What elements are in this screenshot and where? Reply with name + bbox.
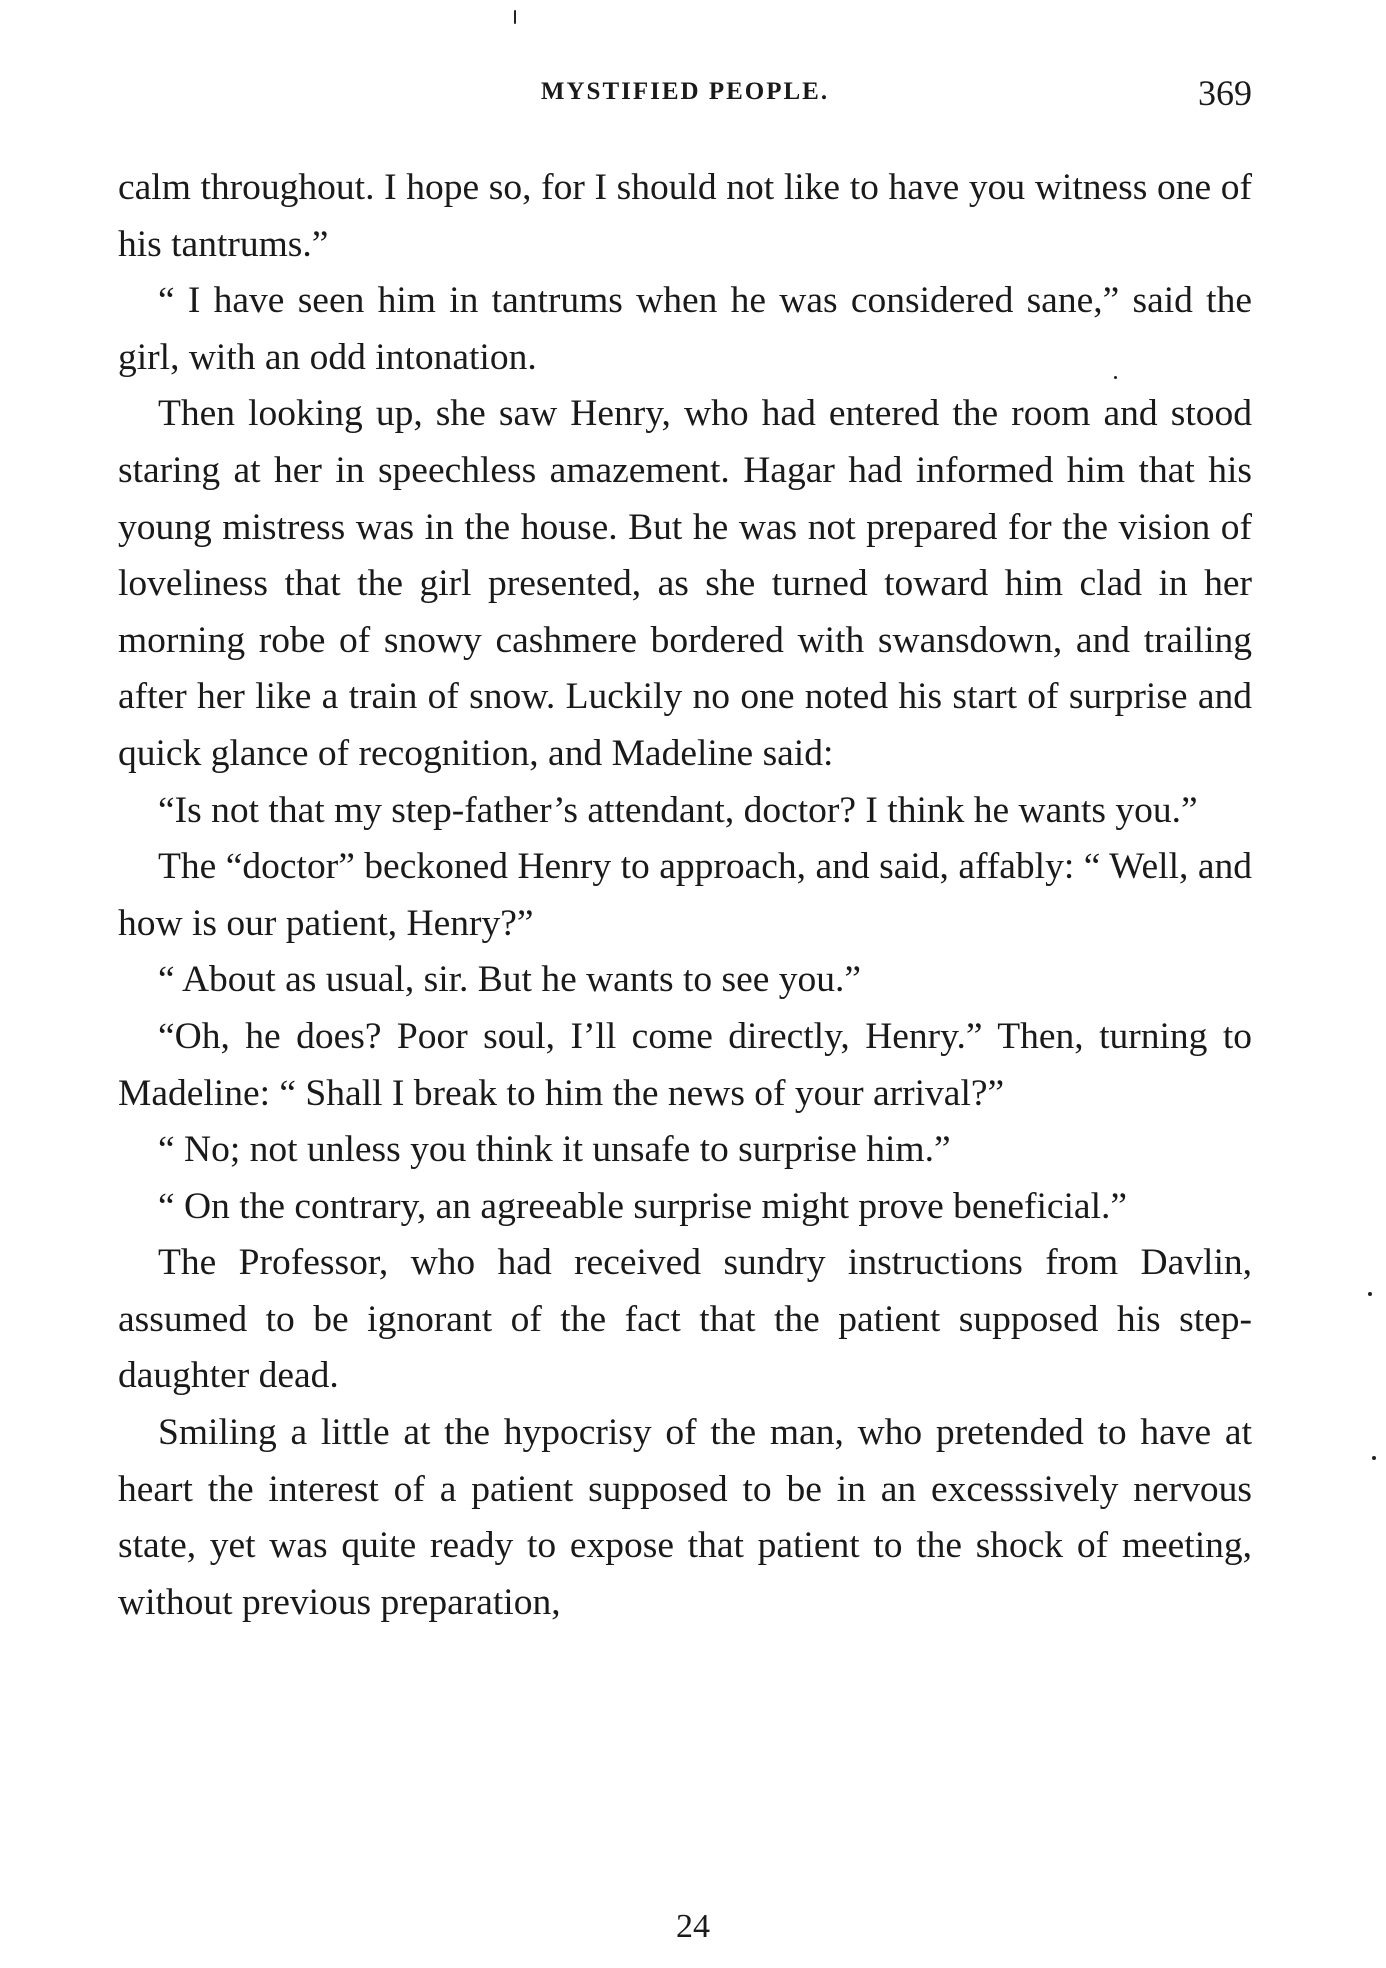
paragraph: calm throughout. I hope so, for I should not like to have you witness one of his tantrums.” <box>118 167 1252 265</box>
body-text <box>118 160 1252 1631</box>
paragraph: “ About as usual, sir. But he wants to see you.” <box>158 959 862 1001</box>
paragraph: The Professor, who had received sundry instructions from Davlin, assumed to be ignorant of the fact that the patient supposed his step-daughter dead. <box>118 1242 1252 1397</box>
paragraph: Smiling a little at the hypocrisy of the man, who pretended to have at heart the interest of a patient supposed to be in an excesssively nervous state, yet was quite ready to expose that patient to the shock of meeting, without previous preparation, <box>118 1412 1252 1623</box>
paragraph: “ I have seen him in tantrums when he was considered sane,” said the girl, with an odd intonation. <box>118 280 1252 378</box>
scan-speck <box>514 10 516 24</box>
page-number: 369 <box>1198 73 1252 113</box>
running-head: MYSTIFIED PEOPLE. <box>540 78 830 105</box>
scan-speck <box>1368 1292 1372 1296</box>
paragraph: The “doctor” beckoned Henry to approach, and said, affably: “ Well, and how is our patient, Henry?” <box>118 846 1252 944</box>
paragraph: “Oh, he does? Poor soul, I’ll come directly, Henry.” Then, turning to Madeline: “ Shall I break to him the news of your arrival?” <box>118 1015 1252 1114</box>
paragraph: “ No; not unless you think it unsafe to surprise him.” <box>158 1129 951 1171</box>
paragraph: “Is not that my step-father’s attendant, doctor? I think he wants you.” <box>158 789 1198 831</box>
page-header <box>118 72 1252 116</box>
paragraph: Then looking up, she saw Henry, who had entered the room and stood staring at her in speechless amazement. Hagar had informed him that his young mistress was in the house. But he was not prepared for the vision of loveliness that the girl presented, as she turned toward him clad in her morning robe of snowy cashmere bordered with swansdown, and trailing after her like a train of snow. Luckily no one noted his start of surprise and quick glance of recognition, and Madeline said: <box>118 393 1252 774</box>
scan-speck <box>1372 1456 1376 1460</box>
paragraph: “ On the contrary, an agreeable surprise might prove beneficial.” <box>158 1185 1128 1227</box>
signature-mark: 24 <box>676 1908 710 1945</box>
scan-speck <box>1114 376 1117 379</box>
